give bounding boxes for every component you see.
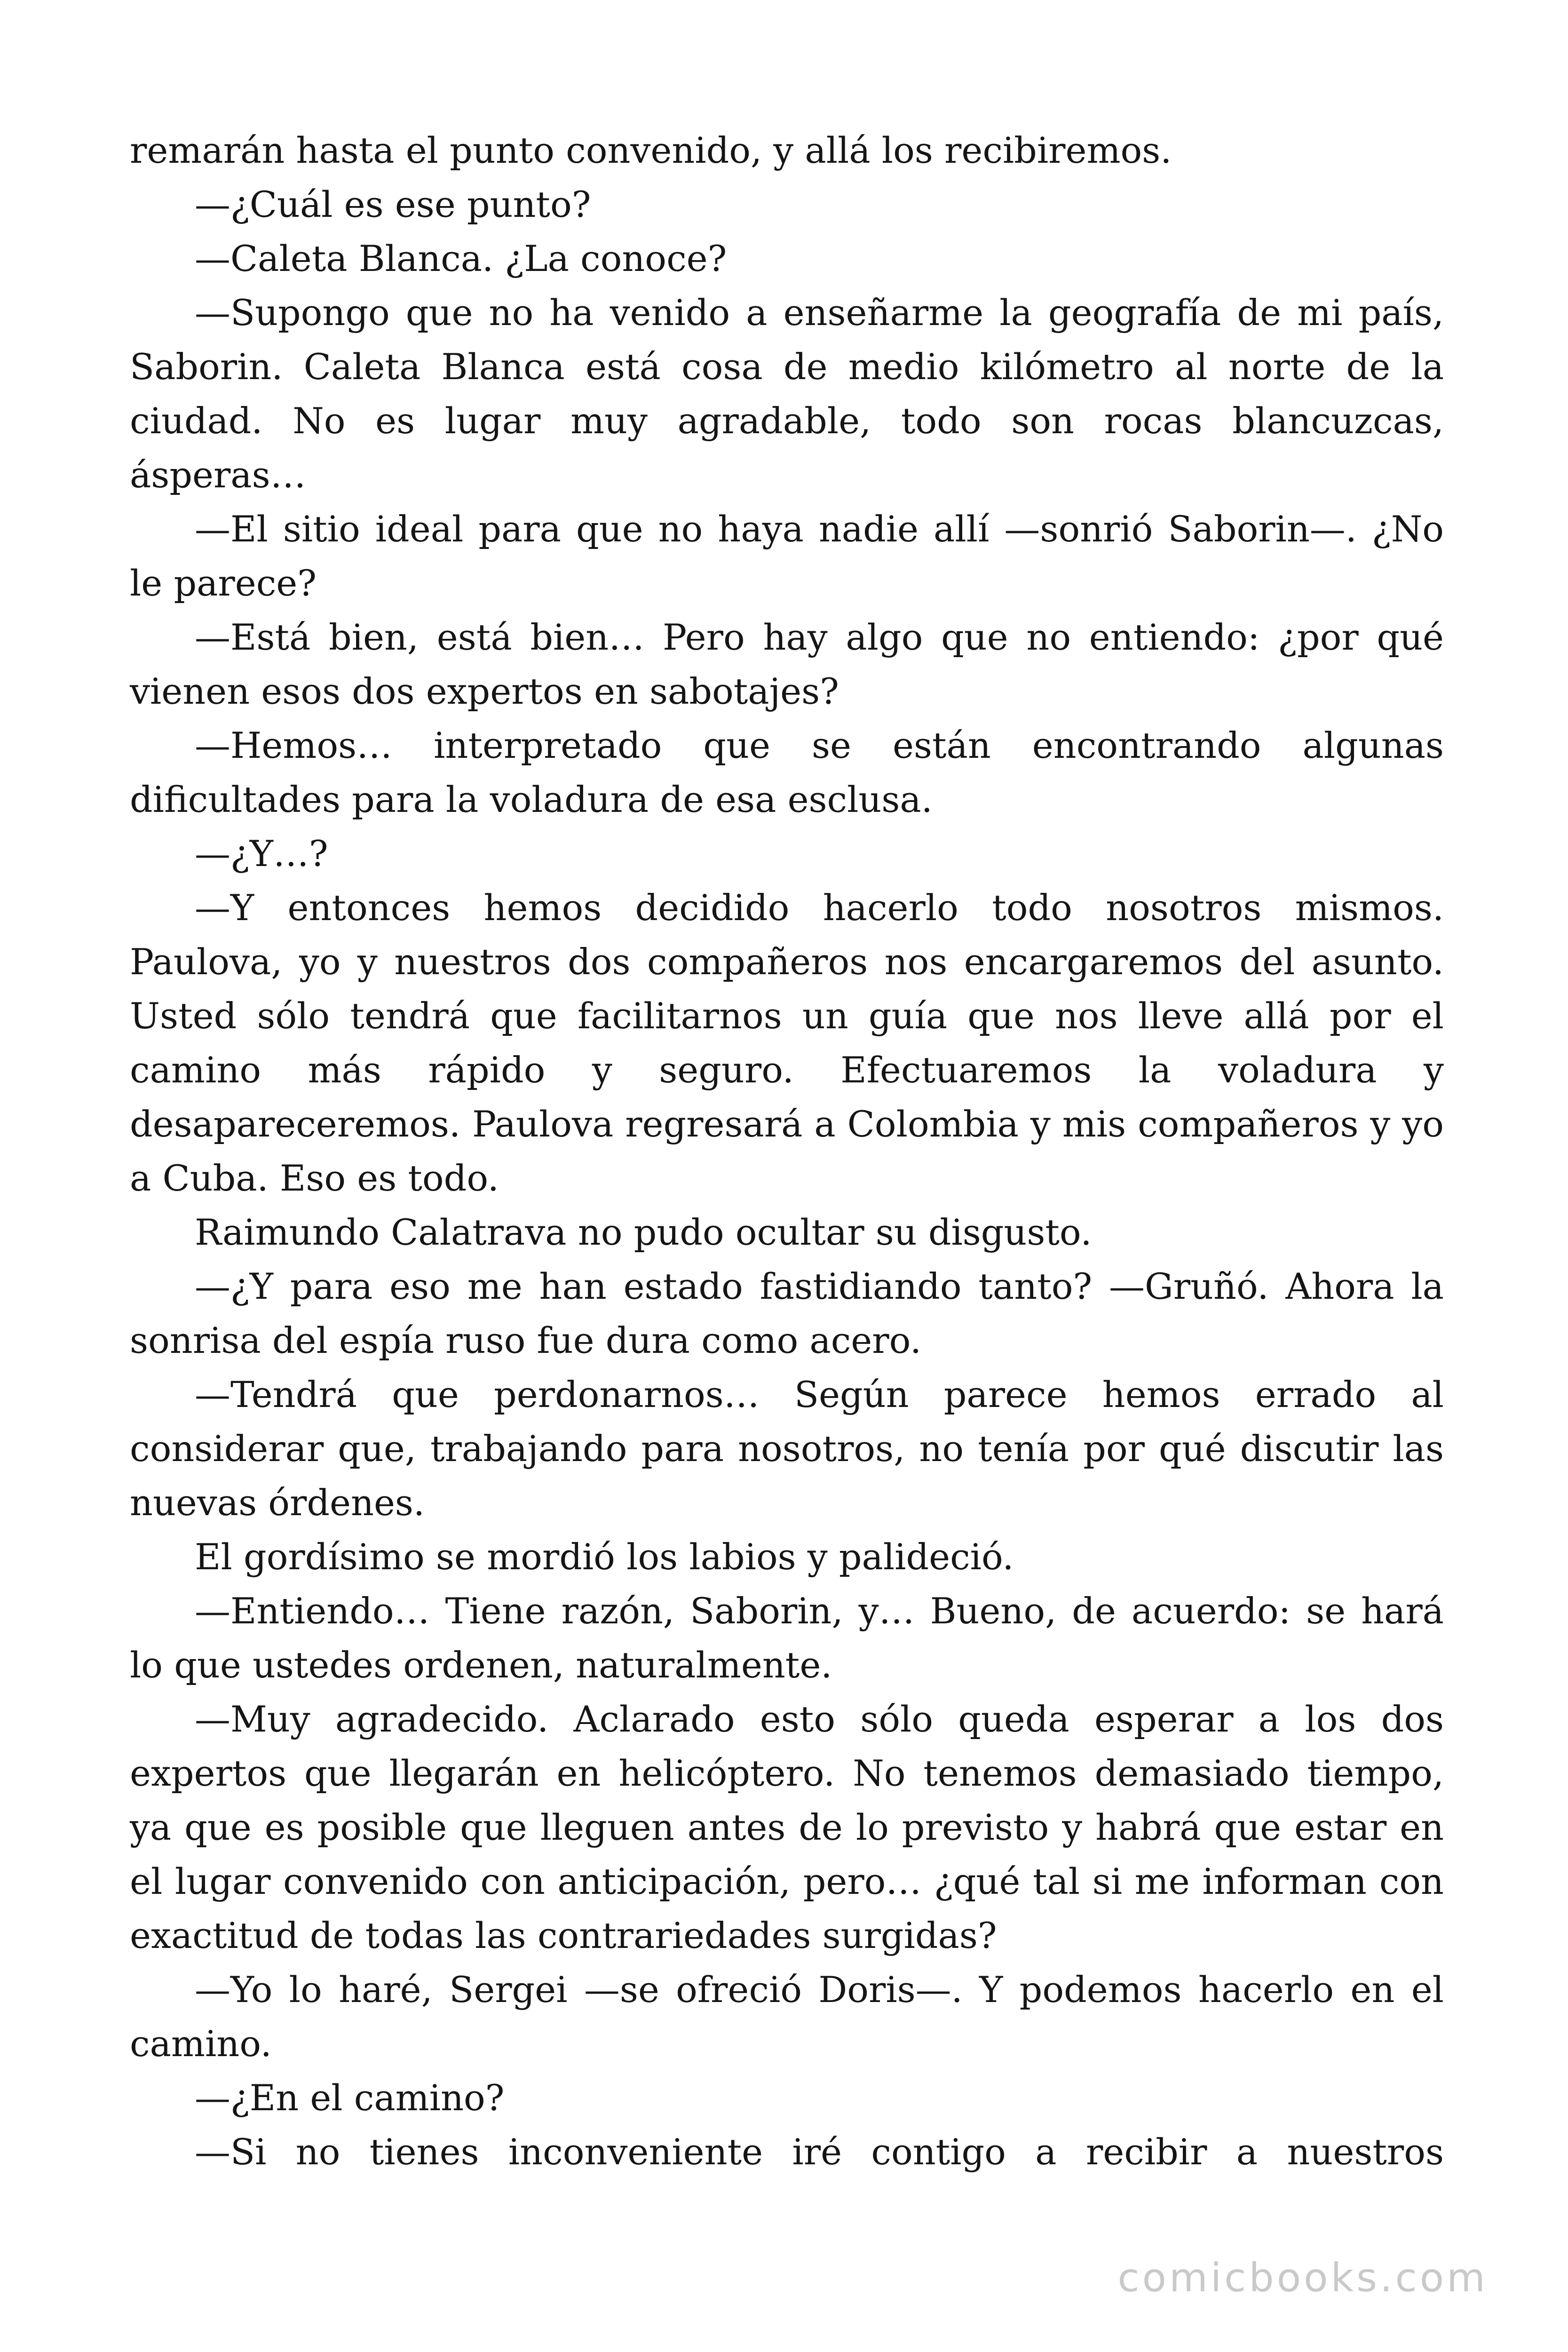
paragraph: —Entiendo… Tiene razón, Saborin, y… Bueno, de acuerdo: se hará lo que ustedes ordenen, naturalmente. <box>130 1590 1444 1686</box>
paragraph: —¿Y…? <box>195 833 328 874</box>
paragraph: El gordísimo se mordió los labios y palideció. <box>195 1536 1014 1578</box>
paragraph: —¿Cuál es ese punto? <box>195 183 591 225</box>
paragraph: —¿Y para eso me han estado fastidiando tanto? —Gruñó. Ahora la sonrisa del espía ruso fue dura como acero. <box>130 1265 1444 1361</box>
watermark: comicbooks.com <box>1117 2255 1488 2301</box>
paragraph: remarán hasta el punto convenido, y allá los recibiremos. <box>130 129 1172 171</box>
paragraph: —El sitio ideal para que no haya nadie allí —sonrió Saborin—. ¿No le parece? <box>130 508 1444 604</box>
paragraph: —Muy agradecido. Aclarado esto sólo queda esperar a los dos expertos que llegarán en helicóptero. No tenemos demasiado tiempo, ya que es posible que lleguen antes de lo previsto y habrá que estar en el lugar convenido con anticipación, pero… ¿qué tal si me informan con exactitud de todas las contrariedades surgidas? <box>130 1698 1444 1956</box>
paragraph: —Hemos… interpretado que se están encontrando algunas dificultades para la voladura de esa esclusa. <box>130 724 1444 820</box>
paragraph: —Está bien, está bien… Pero hay algo que no entiendo: ¿por qué vienen esos dos expertos en sabotajes? <box>130 616 1444 712</box>
paragraph: —Tendrá que perdonarnos… Según parece hemos errado al considerar que, trabajando para nosotros, no tenía por qué discutir las nuevas órdenes. <box>130 1374 1444 1524</box>
paragraph: —Caleta Blanca. ¿La conoce? <box>195 238 727 279</box>
paragraph: Raimundo Calatrava no pudo ocultar su disgusto. <box>195 1211 1092 1253</box>
paragraph: —Yo lo haré, Sergei —se ofreció Doris—. Y podemos hacerlo en el camino. <box>130 1969 1444 2065</box>
paragraph: —Supongo que no ha venido a enseñarme la geografía de mi país, Saborin. Caleta Blanca está cosa de medio kilómetro al norte de la ciudad. No es lugar muy agradable, todo son rocas blancuzcas, ásperas… <box>130 292 1444 496</box>
paragraph: —Si no tienes inconveniente iré contigo a recibir a nuestros <box>195 2131 1444 2173</box>
page-text <box>130 123 1444 2179</box>
paragraph: —¿En el camino? <box>195 2077 505 2119</box>
paragraph: —Y entonces hemos decidido hacerlo todo nosotros mismos. Paulova, yo y nuestros dos compañeros nos encargaremos del asunto. Usted sólo tendrá que facilitarnos un guía que nos lleve allá por el camino más rápido y seguro. Efectuaremos la voladura y desapareceremos. Paulova regresará a Colombia y mis compañeros y yo a Cuba. Eso es todo. <box>130 887 1444 1199</box>
